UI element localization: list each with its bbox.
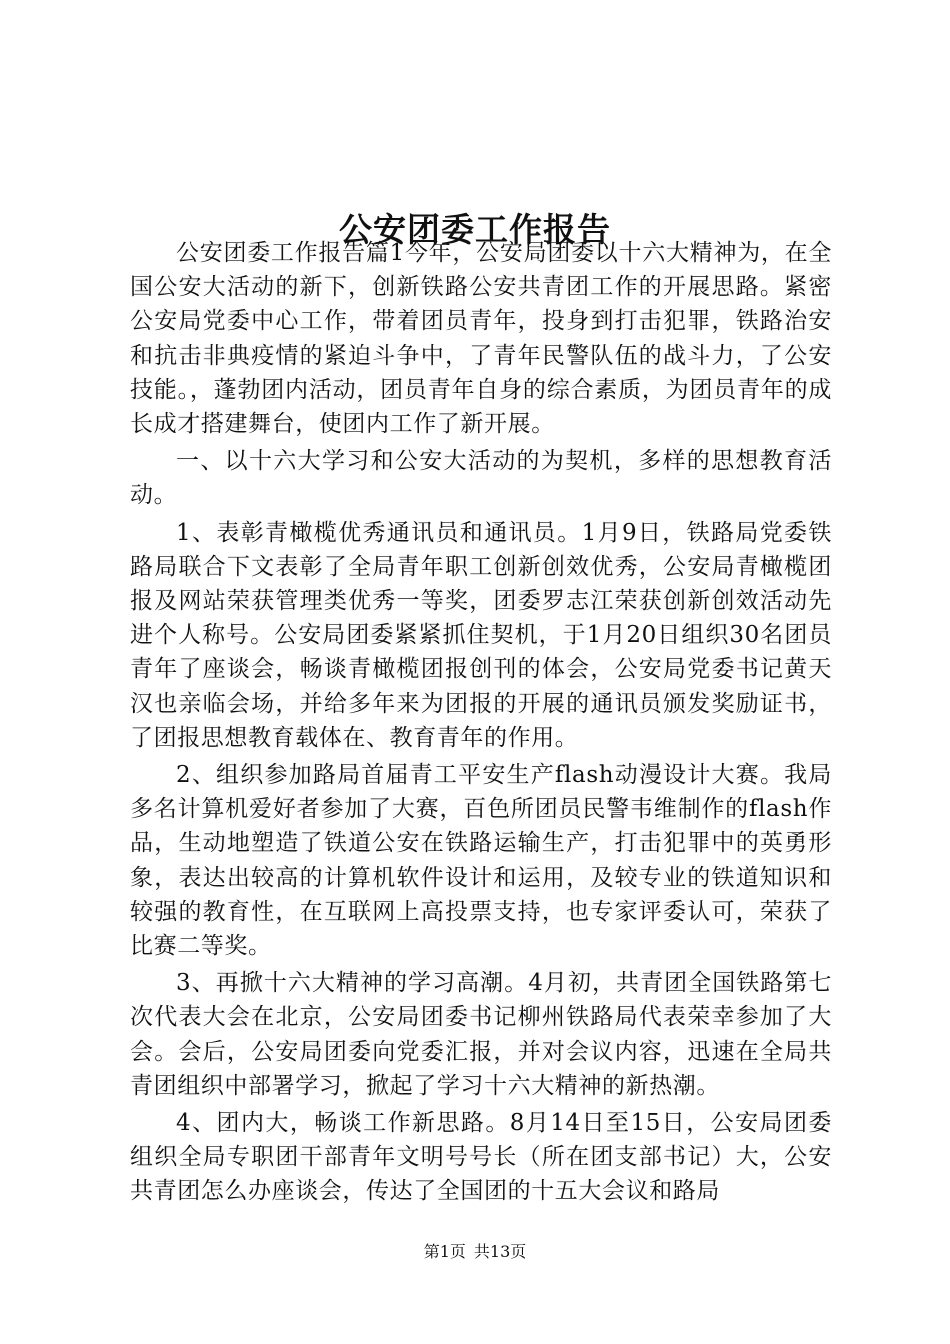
paragraph-item-4: 4、团内大，畅谈工作新思路。8月14日至15日，公安局团委组织全局专职团干部青年文明号号长（所在团支部书记）大，公安共青团怎么办座谈会，传达了全国团的十五大会议和路局 [130,1110,832,1205]
paragraph-item-3: 3、再掀十六大精神的学习高潮。4月初，共青团全国铁路第七次代表大会在北京，公安局团委书记柳州铁路局代表荣幸参加了大会。会后，公安局团委向党委汇报，并对会议内容，迅速在全局共青团组织中部署学习，掀起了学习十六大精神的新热潮。 [130,970,832,1099]
paragraph-item-1: 1、表彰青橄榄优秀通讯员和通讯员。1月9日，铁路局党委铁路局联合下文表彰了全局青年职工创新创效优秀，公安局青橄榄团报及网站荣获管理类优秀一等奖，团委罗志江荣获创新创效活动先进个人称号。公安局团委紧紧抓住契机，于1月20日组织30名团员青年了座谈会，畅谈青橄榄团报创刊的体会，公安局党委书记黄天汉也亲临会场，并给多年来为团报的开展的通讯员颁发奖励证书，了团报思想教育载体在、教育青年的作用。 [130,519,832,751]
paragraph-intro: 公安团委工作报告篇1今年，公安局团委以十六大精神为，在全国公安大活动的新下，创新铁路公安共青团工作的开展思路。紧密公安局党委中心工作，带着团员青年，投身到打击犯罪，铁路治安和抗击非典疫情的紧迫斗争中，了青年民警队伍的战斗力，了公安技能。，蓬勃团内活动，团员青年自身的综合素质，为团员青年的成长成才搭建舞台，使团内工作了新开展。 [130,240,832,438]
page-footer [0,1240,950,1264]
page-number: 第1页 [423,1242,466,1261]
document-title: 公安团委工作报告 [339,210,611,250]
paragraph-section-1-heading: 一、以十六大学习和公安大活动的为契机，多样的思想教育活动。 [130,448,832,509]
page-total: 共13页 [473,1242,527,1261]
paragraph-item-2: 2、组织参加路局首届青工平安生产flash动漫设计大赛。我局多名计算机爱好者参加了大赛，百色所团员民警韦维制作的flash作品，生动地塑造了铁道公安在铁路运输生产，打击犯罪中的英勇形象，表达出较高的计算机软件设计和运用，及较专业的铁道知识和较强的教育性，在互联网上高投票支持，也专家评委认可，荣获了比赛二等奖。 [130,762,832,960]
document-body [130,236,832,1209]
